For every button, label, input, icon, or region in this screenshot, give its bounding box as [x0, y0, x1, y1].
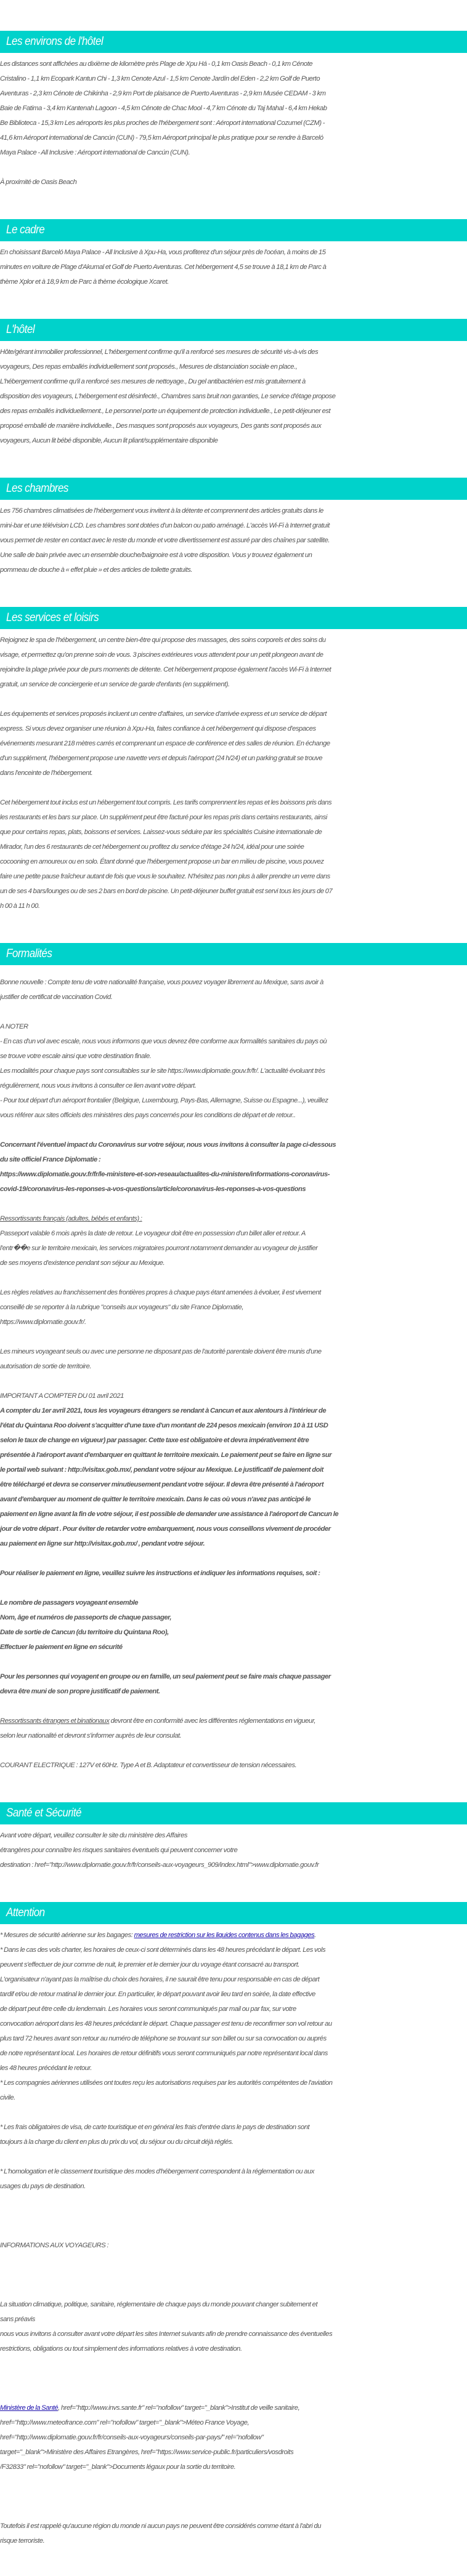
section-header: [0, 1902, 467, 1924]
section-sante: [0, 1802, 467, 1902]
ministry-health-link[interactable]: Ministère de la Santé: [0, 2404, 59, 2412]
borders-text: Les règles relatives au franchissement des frontières propres à chaque pays étant amenées à évoluer, il est vivement conseillé de se reporter à la rubrique "conseils aux voyageurs" du site France Diplomatie, https://www.diplomatie.gouv.fr/.: [0, 1289, 321, 1326]
services-paragraph-business: Les équipements et services proposés incluent un centre d'affaires, un service d'arrivée express et un service de départ express. Si vous devez organiser une réunion à Xpu-Ha, faites confiance à cet hébergement qui dispose d'espaces événements mesurant 218 mètres carrés et comprenant un espace de conférence et des salles de réunion. En échange d'un supplément, l'hébergement propose une navette vers et depuis l'aéroport (24 h/24) et un parking gratuit se trouve dans l'enceinte de l'hébergement.: [0, 710, 330, 777]
section-services: [0, 607, 467, 943]
useful-links-text: Ministère de la Santé, href="http://www.invs.sante.fr" rel="nofollow" target="_blank">Institut de veille sanitaire, href="http://www.meteofrance.com" rel="nofollow" target="_blank">Méteo France Voyage, href="http://www.diplomatie.gouv.fr/fr/conseils-aux-voyageurs/conseils-par-pays/" rel="nofollow" target="_blank">Ministère des Affaires Etrangères, href="https://www.service-public.fr/particuliers/vosdroits /F32833" rel="nofollow" target="_blank">Documents légaux pour la sortie du territoire.: [0, 2404, 300, 2471]
terror-risk-text: Toutefois il est rappelé qu'aucune région du monde ni aucun pays ne peuvent être considérés comme étant à l'abri du risque terroriste.: [0, 2522, 322, 2545]
section-header: [0, 607, 467, 629]
note-block: A NOTER - En cas d'un vol avec escale, nous vous informons que vous devrez être conforme aux formalités sanitaires du pays où se trouve votre escale ainsi que votre destination finale. Les modalités pour chaque pays sont consultables sur le site https://www.diplomatie.gouv.fr/fr/. L'actualité évoluant très régulièrement, nous vous invitons à consulter ce lien avant votre départ. - Pour tout départ d'un aéroport frontalier (Belgique, Luxembourg, Pays-Bas, Allemagne, Suisse ou Espagne...), veuillez vous référer aux sites officiels des ministères des pays concernés pour les conditions de départ et de retour..: [0, 1023, 328, 1119]
homologation-text: * L'homologation et le classement touristique des modes d'hébergement correspondent à la réglementation ou aux usages du pays de destination.: [0, 2168, 314, 2190]
payment-intro: Pour réaliser le paiement en ligne, veuillez suivre les instructions et indiquer les informations requises, soit :: [0, 1570, 320, 1577]
fees-text: * Les frais obligatoires de visa, de carte touristique et en général les frais d'entrée dans le pays de destination sont toujours à la charge du client en plus du prix du vol, du séjour ou du circuit déjà réglés.: [0, 2124, 310, 2146]
note-title: A NOTER: [0, 1023, 28, 1030]
list-item: Date de sortie de Cancun (du territoire du Quintana Roo),: [0, 1629, 169, 1636]
section-chambres: [0, 478, 467, 607]
french-nationals-heading: Ressortissants français (adultes, bébés et enfants) :: [0, 1215, 142, 1222]
attention-charter-text: * Mesures de sécurité aérienne sur les bagages: mesures de restriction sur les liquides contenus dans les bagages. * Dans le cas des vols charter, les horaires de ceux-ci sont déterminés dans les 48 heures précédant le départ. Les vols peuvent s'effectuer de jour comme de nuit, le premier et le dernier jour du voyage étant consacré au transport. L'organisateur n'ayant pas la maîtrise du choix des horaires, il ne saurait être tenu pour responsable en cas de départ tardif et/ou de retour matinal le dernier jour. En particulier, le départ pouvant avoir lieu tard en soirée, la date effective de départ peut être celle du lendemain. Les horaires vous seront communiqués par mail ou par fax, sur votre convocation aéroport dans les 48 heures précédant le départ. Chaque passager est tenu de reconfirmer son vol retour au plus tard 72 heures avant son retour au numéro de téléphone se trouvant sur son billet ou sur sa convocation ou auprés de notre représentant local. Les horaires de retour définitifs vous seront communiqués par notre représentant local dans les 48 heures précédant le retour. * Les compagnies aériennes utilisées ont toutes reçu les autorisations requises par les autorités compétentes de l'aviation civile.: [0, 1932, 333, 2101]
list-item: Le nombre de passagers voyageant ensemble: [0, 1599, 139, 1607]
section-title: Santé et Sécurité: [6, 1807, 82, 1820]
services-paragraph-dining: Cet hébergement tout inclus est un hébergement tout compris. Les tarifs comprennent les repas et les boissons pris dans les restaurants et les bars sur place. Un supplément peut être facturé pour les repas pris dans certains restaurants, ainsi que pour certains repas, plats, boissons et services. Laissez-vous séduire par les spécialités Cuisine internationale de Mirador, l'un des 6 restaurants de cet hébergement ou profitez du service d'étage 24 h/24, idéal pour une soirée cocooning en amoureux ou en solo. Étant donné que l'hébergement propose un bar en milieu de piscine, vous pouvez faire une petite pause fraîcheur autant de fois que vous le souhaitez. N'hésitez pas non plus à aller prendre un verre dans un de ses 4 bars/lounges ou de ses 2 bars en bord de piscine. Un petit-déjeuner buffet gratuit est servi tous les jours de 07 h 00 à 11 h 00.: [0, 799, 333, 910]
section-header: [0, 1802, 467, 1824]
chambres-text: Les 756 chambres climatisées de l'hébergement vous invitent à la détente et comprennent des articles gratuits dans le mini-bar et une télévision LCD. Les chambres sont dotées d'un balcon ou patio aménagé. L'accès Wi-Fi à Internet gratuit vous permet de rester en contact avec le reste du monde et votre divertissement est assuré par des chaînes par satellite. Une salle de bain privée avec un ensemble douche/baignoire est à votre disposition. Vous y trouvez également un pommeau de douche à « effet pluie » et des articles de toilette gratuits.: [0, 507, 330, 574]
electric-current-text: COURANT ELECTRIQUE : 127V et 60Hz. Type A et B. Adaptateur et convertisseur de tension nécessaires.: [0, 1762, 297, 1769]
section-title: Les chambres: [6, 482, 68, 495]
foreign-nationals-heading: Ressortissants étrangers et binationaux: [0, 1717, 110, 1725]
section-header: [0, 31, 467, 53]
section-title: Le cadre: [6, 223, 45, 236]
section-header: [0, 219, 467, 241]
important-block: IMPORTANT A COMPTER DU 01 avril 2021 A compter du 1er avril 2021, tous les voyageurs étrangers se rendant à Cancun et aux alentours à l'intérieur de l'état du Quintana Roo doivent s'acquitter d'une taxe d'un montant de 224 pesos mexicain (environ 10 à 11 USD selon le taux de change en vigueur) par passager. Cette taxe est obligatoire et devra impérativement être présentée à l'aéroport avant d'embarquer en quittant le territoire mexicain. Le paiement peut se faire en ligne sur le portail web suivant : http://visitax.gob.mx/, pendant votre séjour au Mexique. Le justificatif de paiement doit être téléchargé et devra se conserver minutieusement pendant votre séjour. Il devra être présenté à l'aéroport avant d'embarquer au moment de quitter le territoire mexicain. Dans le cas où vous n'avez pas anticipé le paiement en ligne avant la fin de votre séjour, il est possible de demander une assistance à l'aéroport de Cancun le jour de votre départ . Pour éviter de retarder votre embarquement, nous vous conseillons vivement de procéder au paiement en ligne sur http://visitax.gob.mx/ , pendant votre séjour.: [0, 1392, 339, 1547]
minors-text: Les mineurs voyageant seuls ou avec une personne ne disposant pas de l'autorité parentale doivent être munis d'une autorisation de sortie de territoire.: [0, 1348, 322, 1370]
good-news-text: Bonne nouvelle : Compte tenu de votre nationalité française, vous pouvez voyager librement au Mexique, sans avoir à justifier de certificat de vaccination Covid.: [0, 979, 323, 1001]
section-title: Les environs de l'hôtel: [6, 35, 104, 48]
services-paragraph-spa: Rejoignez le spa de l'hébergement, un centre bien-être qui propose des massages, des soins corporels et des soins du visage, et permettez qu'on prenne soin de vous. 3 piscines extérieures vous attendent pour un petit plongeon avant de rejoindre la plage privée pour de purs moments de détente. Cet hébergement propose également l'accès Wi-Fi à Internet gratuit, un service de conciergerie et un service de garde d'enfants (en supplément).: [0, 636, 331, 688]
coronavirus-notice: Concernant l'éventuel impact du Coronavirus sur votre séjour, nous vous invitons à consulter la page ci-dessous du site officiel France Diplomatie : https://www.diplomatie.gouv.fr/fr/le-ministere-et-son-reseau/actualites-du-ministere/informations-coronavirus- covid-19/coronavirus-les-reponses-a-vos-questions/article/coronavirus-les-reponses-a-vos-questions: [0, 1141, 336, 1193]
section-title: Les services et loisirs: [6, 611, 99, 624]
foreign-nationals-text: Ressortissants étrangers et binationaux devront être en conformité avec les différentes réglementations en vigueur, selon leur nationalité et devront s'informer auprès de leur consulat.: [0, 1717, 316, 1739]
section-header: [0, 943, 467, 965]
section-attention: [0, 1902, 467, 2554]
liquids-restriction-link[interactable]: mesures de restriction sur les liquides contenus dans les bagages: [134, 1932, 315, 1939]
environs-text: Les distances sont affichées au dixième de kilomètre près Plage de Xpu Há - 0,1 km Oasis Beach - 0,1 km Cénote Cristalino - 1,1 km Ecopark Kantun Chi - 1,3 km Cenote Azul - 1,5 km Cenote Jardín del Eden - 2,2 km Golf de Puerto Aventuras - 2,3 km Cénote de Chikinha - 2,9 km Port de plaisance de Puerto Aventuras - 2,9 km Musée CEDAM - 3 km Baie de Fatima - 3,4 km Kantenah Lagoon - 4,5 km Cénote de Chac Mool - 4,7 km Cénote du Taj Mahal - 6,4 km Hekab Be Biblioteca - 15,3 km Les aéroports les plus proches de l'hébergement sont : Aéroport international Cozumel (CZM) - 41,6 km Aéroport international de Cancún (CUN) - 79,5 km Aéroport principal le plus pratique pour se rendre à Barceló Maya Palace - All Inclusive : Aéroport international de Cancún (CUN).: [0, 60, 327, 156]
section-header: [0, 319, 467, 341]
section-cadre: [0, 219, 467, 319]
french-nationals-block: Ressortissants français (adultes, bébés et enfants) : Passeport valable 6 mois après la date de retour. Le voyageur doit être en possession d'un billet aller et retour. A l'entr��e sur le territoire mexicain, les services migratoires pourront notamment demander au voyageur de justifier de ses moyens d'existence pendant son séjour au Mexique.: [0, 1215, 318, 1267]
section-title: L'hôtel: [6, 323, 35, 336]
hotel-text: Hôte/gérant immobilier professionnel, L'hébergement confirme qu'il a renforcé ses mesures de sécurité vis-à-vis des voyageurs, Des repas emballés individuellement sont proposés., Mesures de distanciation sociale en place., L'hébergement confirme qu'il a renforcé ses mesures de nettoyage., Du gel antibactérien est mis gratuitement à disposition des voyageurs, L'hébergement est désinfecté., Chambres sans bruit non garanties, Le service d'étage propose des repas emballés individuellement., Le personnel porte un équipement de protection individuelle., Le petit-déjeuner est proposé emballé de manière individuelle., Des masques sont proposés aux voyageurs, Des gants sont proposés aux voyageurs, Aucun lit bébé disponible, Aucun lit pliant/supplémentaire disponible: [0, 348, 336, 444]
section-formalites: [0, 943, 467, 1802]
section-title: Attention: [6, 1906, 45, 1919]
section-hotel: [0, 319, 467, 478]
info-title: INFORMATIONS AUX VOYAGEURS :: [0, 2242, 109, 2249]
payment-items: [0, 1595, 467, 1655]
section-environs: [0, 31, 467, 219]
sante-text: Avant votre départ, veuillez consulter le site du ministère des Affaires étrangères pour connaître les risques sanitaires éventuels qui peuvent concerner votre destination : href="http://www.diplomatie.gouv.fr/fr/conseils-aux-voyageurs_909/index.html">www.diplomatie.gouv.fr: [0, 1832, 319, 1869]
list-item: Nom, âge et numéros de passeports de chaque passager,: [0, 1614, 172, 1621]
cadre-text: En choisissant Barceló Maya Palace - All Inclusive à Xpu-Ha, vous profiterez d'un séjour près de l'océan, à moins de 15 minutes en voiture de Plage d'Akumal et Golf de Puerto Aventuras. Cet hébergement 4,5 se trouve à 18,1 km de Parc à thème Xplor et à 18,9 km de Parc à thème écologique Xcaret.: [0, 249, 327, 286]
section-header: [0, 478, 467, 500]
proximity-text: À proximité de Oasis Beach: [0, 179, 77, 186]
group-payment-text: Pour les personnes qui voyagent en groupe ou en famille, un seul paiement peut se faire mais chaque passager devra être muni de son propre justificatif de paiement.: [0, 1673, 331, 1695]
important-title: IMPORTANT A COMPTER DU 01 avril 2021: [0, 1392, 124, 1400]
section-title: Formalités: [6, 947, 52, 960]
situation-text: La situation climatique, politique, sanitaire, réglementaire de chaque pays du monde pouvant changer subitement et sans préavis nous vous invitons à consulter avant votre départ les sites Internet suivants afin de prendre connaissance des éventuelles restrictions, obligations ou tout simplement des informations relatives à votre destination.: [0, 2301, 333, 2353]
list-item: Effectuer le paiement en ligne en sécurité: [0, 1643, 123, 1651]
